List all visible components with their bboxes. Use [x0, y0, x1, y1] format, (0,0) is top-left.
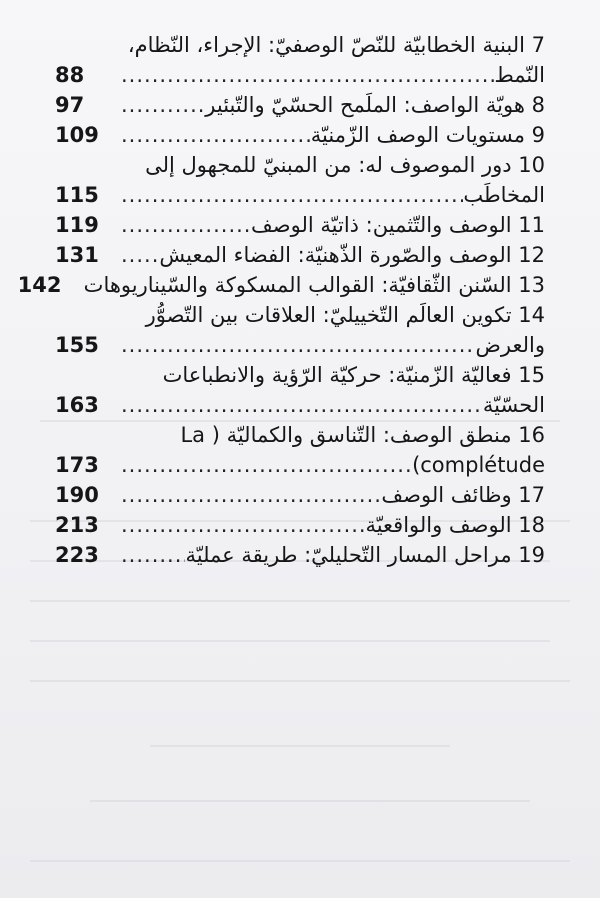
toc-entry-title: 18 الوصف والواقعيّة — [365, 513, 545, 537]
leader-dots — [121, 90, 205, 120]
toc-entry-title: 7 البنية الخطابيّة للنّصّ الوصفيّ: الإجراء، النّظام، — [127, 33, 545, 57]
leader-dots — [121, 240, 159, 270]
leader-dots — [121, 210, 251, 240]
toc-page-number: 190 — [55, 483, 99, 507]
toc-entry-title: 13 السّنن الثّقافيّة: القوالب المسكوكة والسّيناريوهات — [83, 273, 545, 297]
leader-dots — [121, 390, 483, 420]
toc-entry-title: 8 هويّة الواصف: الملَمح الحسّيّ والتّبئير — [205, 93, 545, 117]
toc-entry[interactable] — [55, 90, 545, 120]
toc-entry-title: 9 مستويات الوصف الزّمنيّة — [310, 123, 545, 147]
toc-entry[interactable] — [55, 210, 545, 240]
toc-page-number: 213 — [55, 513, 99, 537]
toc-page-number: 163 — [55, 393, 99, 417]
toc-page-number: 155 — [55, 333, 99, 357]
toc-entry[interactable] — [55, 540, 545, 570]
toc-entry[interactable] — [55, 240, 545, 270]
toc-entry-title-cont: المخاطَب — [463, 183, 545, 207]
table-of-contents — [17, 30, 545, 570]
toc-page-number: 173 — [55, 453, 99, 477]
toc-page-number: 109 — [55, 123, 99, 147]
toc-entry-title-cont: النّمط — [494, 63, 545, 87]
toc-page-number: 142 — [17, 273, 62, 297]
toc-entry-title-cont: والعرض — [475, 333, 545, 357]
toc-page-number: 97 — [55, 93, 85, 117]
toc-page-number: 88 — [55, 63, 85, 87]
toc-page-number: 223 — [55, 543, 99, 567]
toc-page-number: 119 — [55, 213, 99, 237]
toc-entry-title: 10 دور الموصوف له: من المبنيّ للمجهول إلى — [145, 153, 545, 177]
toc-entry-title: 11 الوصف والتّثمين: ذاتيّة الوصف — [251, 213, 545, 237]
leader-dots — [121, 120, 311, 150]
leader-dots — [121, 480, 381, 510]
leader-dots — [121, 450, 412, 480]
toc-entry-title-cont: الحسّيّة — [482, 393, 545, 417]
leader-dots — [121, 540, 185, 570]
leader-dots — [121, 60, 494, 90]
toc-entry[interactable] — [55, 300, 545, 360]
leader-dots — [121, 180, 463, 210]
toc-entry-title: 12 الوصف والصّورة الذّهنيّة: الفضاء المعيش — [159, 243, 545, 267]
toc-entry[interactable] — [55, 480, 545, 510]
toc-entry[interactable] — [55, 120, 545, 150]
toc-entry[interactable] — [17, 270, 545, 300]
toc-entry-title: 19 مراحل المسار التّحليليّ: طريقة عمليّة — [185, 543, 545, 567]
toc-entry-title: 15 فعاليّة الزّمنيّة: حركيّة الرّؤية والانطباعات — [162, 363, 545, 387]
toc-entry[interactable] — [55, 150, 545, 210]
toc-entry[interactable] — [55, 360, 545, 420]
toc-page-number: 115 — [55, 183, 99, 207]
leader-dots — [121, 330, 476, 360]
toc-entry[interactable] — [55, 420, 545, 480]
toc-entry-title-cont: complétude) — [412, 453, 545, 477]
toc-entry[interactable] — [55, 30, 545, 90]
toc-entry-title: 17 وظائف الوصف — [381, 483, 545, 507]
toc-page-number: 131 — [55, 243, 99, 267]
leader-dots — [121, 510, 365, 540]
toc-entry-title: 14 تكوين العالَم التّخييليّ: العلاقات بين التّصوُّر — [145, 303, 545, 327]
toc-entry-title: 16 منطق الوصف: التّناسق والكماليّة ( La — [180, 423, 545, 447]
toc-entry[interactable] — [55, 510, 545, 540]
